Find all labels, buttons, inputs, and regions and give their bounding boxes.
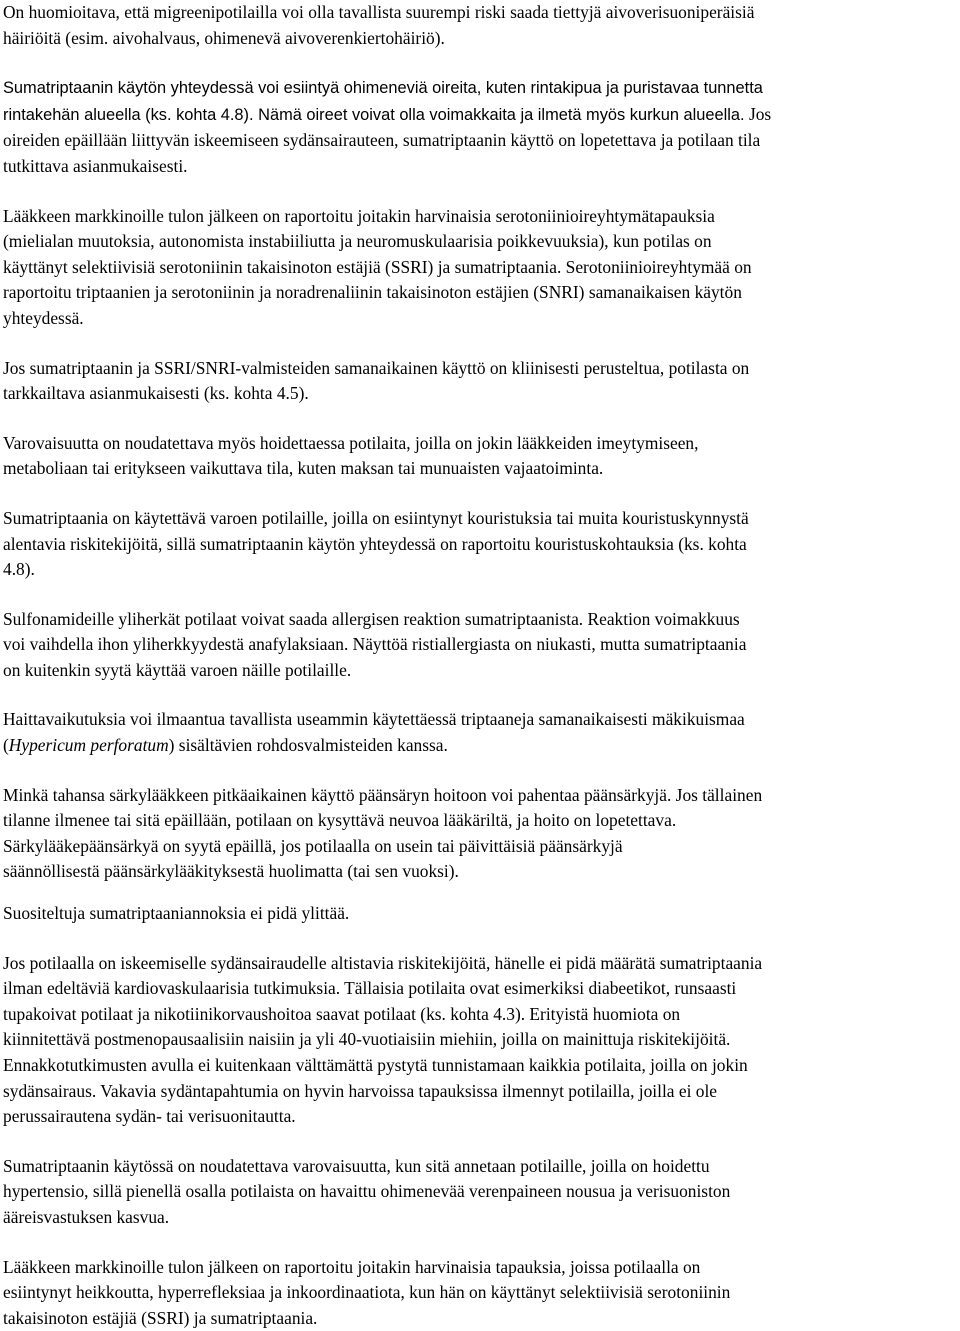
paragraph-ssri-snri-monitoring: Jos sumatriptaanin ja SSRI/SNRI-valmisteiden samanaikainen käyttö on kliinisesti perusteltua, potilasta on tarkkailtava asianmukaisesti (ks. kohta 4.5).	[3, 357, 750, 404]
paragraph-absorption-metabolism: Varovaisuutta on noudatettava myös hoidettaessa potilaita, joilla on jokin lääkkeiden imeytymiseen, metaboliaan tai eritykseen vaikuttava tila, kuten maksan tai munuaisten vajaatoiminta.	[3, 432, 699, 479]
paragraph-seizures: Sumatriptaania on käytettävä varoen potilaille, joilla on esiintynyt kouristuksia tai muita kouristuskynnystä alentavia riskitekijöitä, sillä sumatriptaanin käytön yhteydessä on raportoitu kouristuskohtauksia (ks. kohta 4.8).	[3, 507, 749, 580]
paragraph-st-johns-wort-before: Haittavaikutuksia voi ilmaantua tavallista useammin käytettäessä triptaaneja samanaikaisesti mäkikuismaa (	[3, 709, 745, 756]
paragraph-ischemic-risk-factors: Jos potilaalla on iskeemiselle sydänsairaudelle altistavia riskitekijöitä, hänelle ei pidä määrätä sumatriptaania ilman edeltäviä kardiovaskulaarisia tutkimuksia. Tällaisia potilaita ovat esimerkiksi diabeetikot, runsaasti tupakoivat potilaat ja nikotiinikorvaushoitoa saavat potilaat (ks. kohta 4.3). Erityistä huomiota on kiinnitettävä postmenopausaalisiin naisiin ja yli 40-vuotiaisiin miehiin, joilla on mainittuja riskitekijöitä. Ennakkotutkimusten avulla ei kuitenkaan välttämättä pystytä tunnistamaan kaikkia potilaita, joilla on jokin sydänsairaus. Vakavia sydäntapahtumia on hyvin harvoissa tapauksissa ilmennyt potilailla, joilla ei ole perussairautena sydän- tai verisuonitautta.	[3, 952, 763, 1127]
paragraph-hypertension: Sumatriptaanin käytössä on noudatettava varovaisuutta, kun sitä annetaan potilaille, joilla on hoidettu hypertensio, sillä pienellä osalla potilaista on havaittu ohimenevää verenpaineen nousua ja verisuoniston ääreisvastuksen kasvua.	[3, 1155, 731, 1227]
latin-name-hypericum: Hypericum perforatum	[8, 735, 169, 756]
paragraph-serotonin-syndrome: Lääkkeen markkinoille tulon jälkeen on raportoitu joitakin harvinaisia serotoniinioireyhtymätapauksia (mielialan muutoksia, autonomista instabiiliutta ja neuromuskulaarisia poikkevuuksia), kun potilas on käyttänyt selektiivisiä serotoniinin takaisinoton estäjiä (SSRI) ja sumatriptaania. Serotoniinioireyhtymää on raportoitu triptaanien ja serotoniinin ja noradrenaliinin takaisinoton estäjien (SNRI) samanaikaisen käytön yhteydessä.	[3, 205, 752, 328]
paragraph-chest-pain-lead: Sumatriptaanin käytön yhteydessä voi esiintyä ohimeneviä oireita, kuten rintakipua ja puristavaa tunnetta rintakehän alueella (ks. kohta 4.8). Nämä oireet voivat olla voimakkaita ja ilmetä myös kurkun alueella.	[3, 79, 763, 124]
document-page	[3, 0, 958, 1331]
paragraph-st-johns-wort-after: ) sisältävien rohdosvalmisteiden kanssa.	[168, 735, 448, 756]
paragraph-dose-limit: Suositeltuja sumatriptaaniannoksia ei pidä ylittää.	[3, 903, 350, 924]
paragraph-migraine-cerebrovascular-risk: On huomioitava, että migreenipotilailla voi olla tavallista suurempi riski saada tiettyjä aivoverisuoniperäisiä häiriöitä (esim. aivohalvaus, ohimenevä aivoverenkiertohäiriö).	[3, 2, 755, 48]
paragraph-sulfonamide-allergy: Sulfonamideille yliherkät potilaat voivat saada allergisen reaktion sumatriptaanista. Reaktion voimakkuus voi vaihdella ihon yliherkkyydestä anafylaksiaan. Näyttöä ristiallergiasta on niukasti, mutta sumatriptaania on kuitenkin syytä käyttää varoen näille potilaille.	[3, 608, 747, 680]
paragraph-chest-pain-tail: Jos oireiden epäillään liittyvän iskeemiseen sydänsairauteen, sumatriptaanin käyttö on lopetettava ja potilaan tila tutkittava asianmukaisesti.	[3, 103, 772, 176]
paragraph-medication-overuse-headache: Minkä tahansa särkylääkkeen pitkäaikainen käyttö päänsäryn hoitoon voi pahentaa päänsärkyjä. Jos tällainen tilanne ilmenee tai sitä epäillään, potilaan on kysyttävä neuvoa lääkäriltä, ja hoito on lopetettava. Särkylääkepäänsärkyä on syytä epäillä, jos potilaalla on usein tai päivittäisiä päänsärkyjä säännöllisestä päänsärkylääkityksestä huolimatta (tai sen vuoksi).	[3, 784, 763, 882]
paragraph-chest-pain-symptoms	[3, 75, 958, 179]
paragraph-postmarketing-ssri: Lääkkeen markkinoille tulon jälkeen on raportoitu joitakin harvinaisia tapauksia, joissa potilaalla on esiintynyt heikkoutta, hyperrefleksiaa ja inkoordinaatiota, kun hän on käyttänyt selektiivisiä serotoniinin takaisinoton estäjiä (SSRI) ja sumatriptaania.	[3, 1256, 731, 1328]
paragraph-st-johns-wort	[3, 707, 958, 758]
